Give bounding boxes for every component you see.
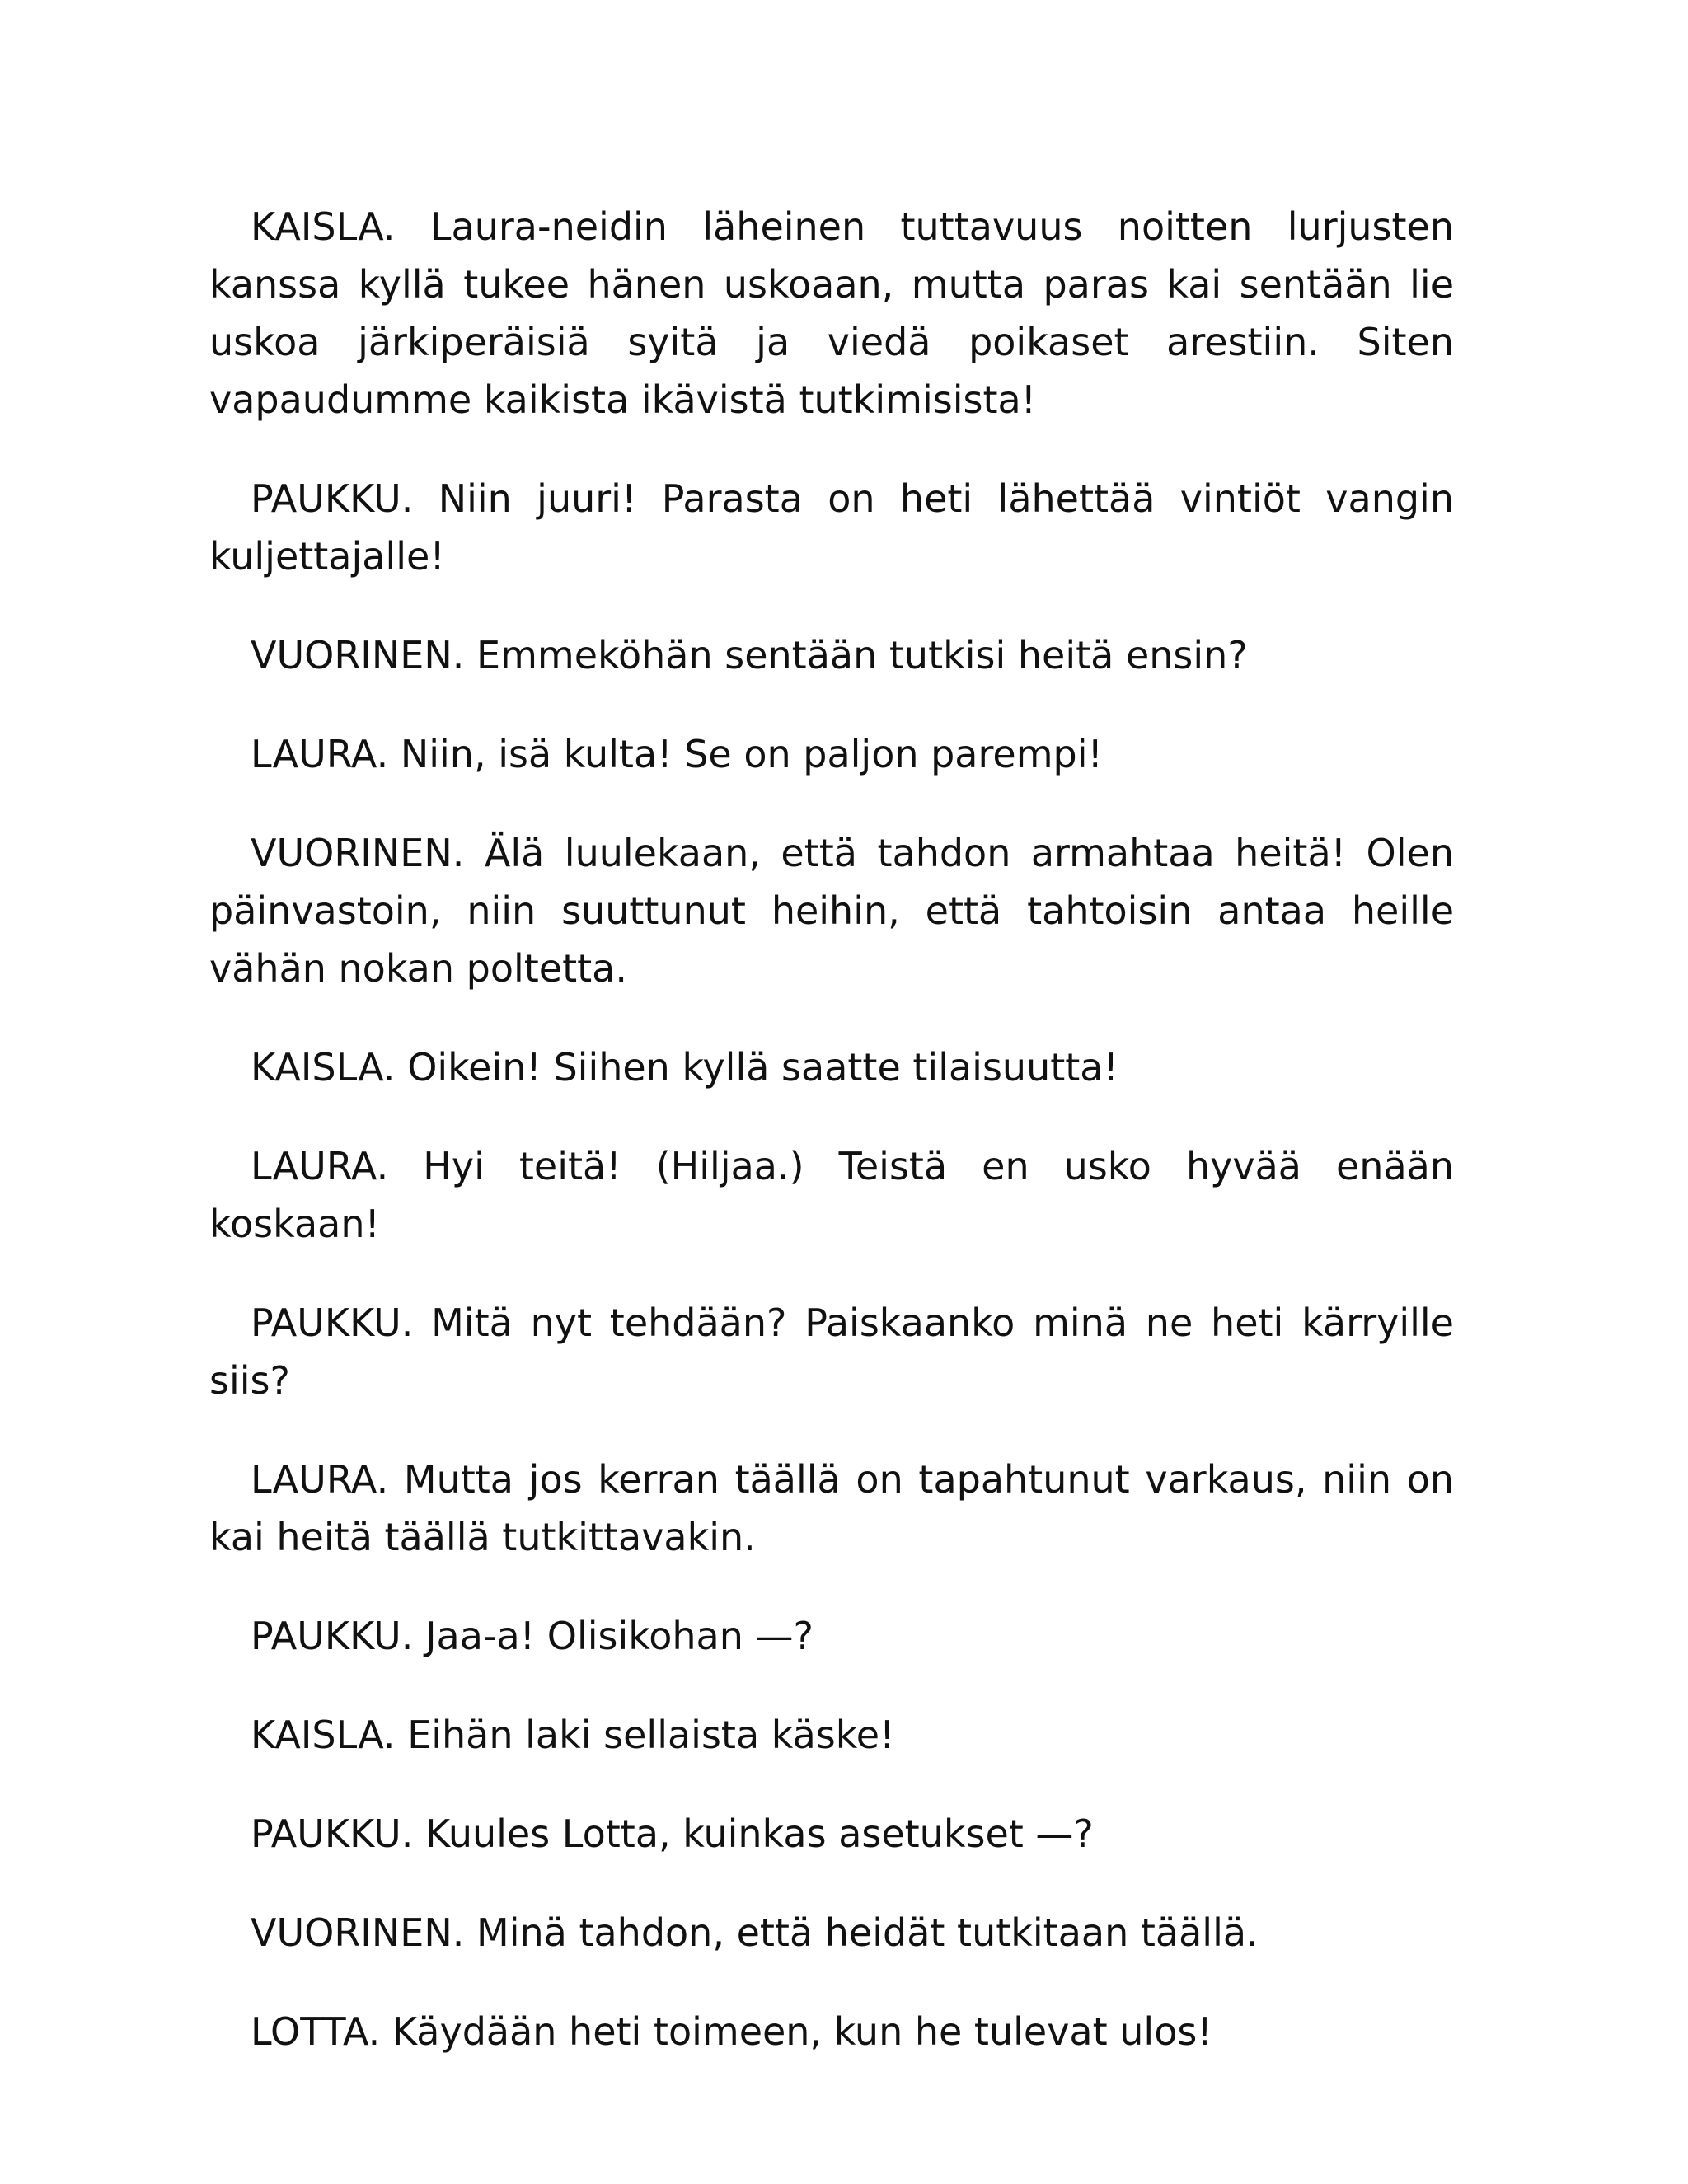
speaker-name: VUORINEN. — [251, 1910, 465, 1955]
dialogue-line: Oikein! Siihen kyllä saatte tilaisuutta! — [407, 1045, 1118, 1090]
dialogue-line: Kuules Lotta, kuinkas asetukset —? — [424, 1811, 1094, 1856]
dialogue-paragraph — [209, 1451, 1454, 1566]
dialogue-paragraph — [209, 824, 1454, 997]
dialogue-line: Jaa-a! Olisikohan —? — [424, 1614, 814, 1658]
dialogue-paragraph — [209, 470, 1454, 585]
dialogue-line: Niin, isä kulta! Se on paljon parempi! — [400, 732, 1103, 776]
speaker-name: PAUKKU. — [251, 476, 414, 521]
speaker-name: KAISLA. — [251, 204, 396, 249]
dialogue-line: Käydään heti toimeen, kun he tulevat ulos! — [392, 2009, 1212, 2054]
dialogue-line: Minä tahdon, että heidät tutkitaan täällä. — [476, 1910, 1259, 1955]
dialogue-paragraph — [209, 1294, 1454, 1409]
dialogue-paragraph — [209, 626, 1454, 684]
dialogue-text — [209, 198, 1454, 2102]
speaker-name: KAISLA. — [251, 1713, 396, 1757]
dialogue-paragraph — [209, 198, 1454, 429]
dialogue-paragraph — [209, 725, 1454, 783]
dialogue-line: Niin juuri! Parasta on heti lähettää vintiöt vangin kuljettajalle! — [209, 476, 1454, 579]
dialogue-paragraph — [209, 1038, 1454, 1096]
dialogue-paragraph — [209, 1137, 1454, 1253]
dialogue-paragraph — [209, 2003, 1454, 2060]
dialogue-paragraph — [209, 1805, 1454, 1863]
dialogue-paragraph — [209, 1706, 1454, 1764]
speaker-name: PAUKKU. — [251, 1614, 414, 1658]
dialogue-line: Mitä nyt tehdään? Paiskaanko minä ne heti kärryille siis? — [209, 1301, 1454, 1403]
speaker-name: PAUKKU. — [251, 1301, 414, 1345]
speaker-name: LAURA. — [251, 732, 389, 776]
speaker-name: LOTTA. — [251, 2009, 381, 2054]
dialogue-line: Laura-neidin läheinen tuttavuus noitten lurjusten kanssa kyllä tukee hänen uskoaan, mutta paras kai sentään lie uskoa järkiperäisiä syitä ja viedä poikaset arestiin. Siten vapaudumme kaikista ikävistä tutkimisista! — [209, 204, 1454, 422]
dialogue-line: Mutta jos kerran täällä on tapahtunut varkaus, niin on kai heitä täällä tutkittavakin. — [209, 1457, 1455, 1559]
dialogue-paragraph — [209, 1607, 1454, 1665]
dialogue-line: Hyi teitä! (Hiljaa.) Teistä en usko hyvää enään koskaan! — [209, 1144, 1454, 1246]
speaker-name: KAISLA. — [251, 1045, 396, 1090]
speaker-name: PAUKKU. — [251, 1811, 414, 1856]
dialogue-line: Eihän laki sellaista käske! — [407, 1713, 895, 1757]
dialogue-line: Älä luulekaan, että tahdon armahtaa heitä! Olen päinvastoin, niin suuttunut heihin, että tahtoisin antaa heille vähän nokan poltetta. — [209, 831, 1454, 991]
speaker-name: VUORINEN. — [251, 831, 465, 875]
dialogue-line: Emmeköhän sentään tutkisi heitä ensin? — [476, 633, 1248, 677]
speaker-name: VUORINEN. — [251, 633, 465, 677]
speaker-name: LAURA. — [251, 1457, 389, 1502]
speaker-name: LAURA. — [251, 1144, 389, 1188]
dialogue-paragraph — [209, 1904, 1454, 1961]
